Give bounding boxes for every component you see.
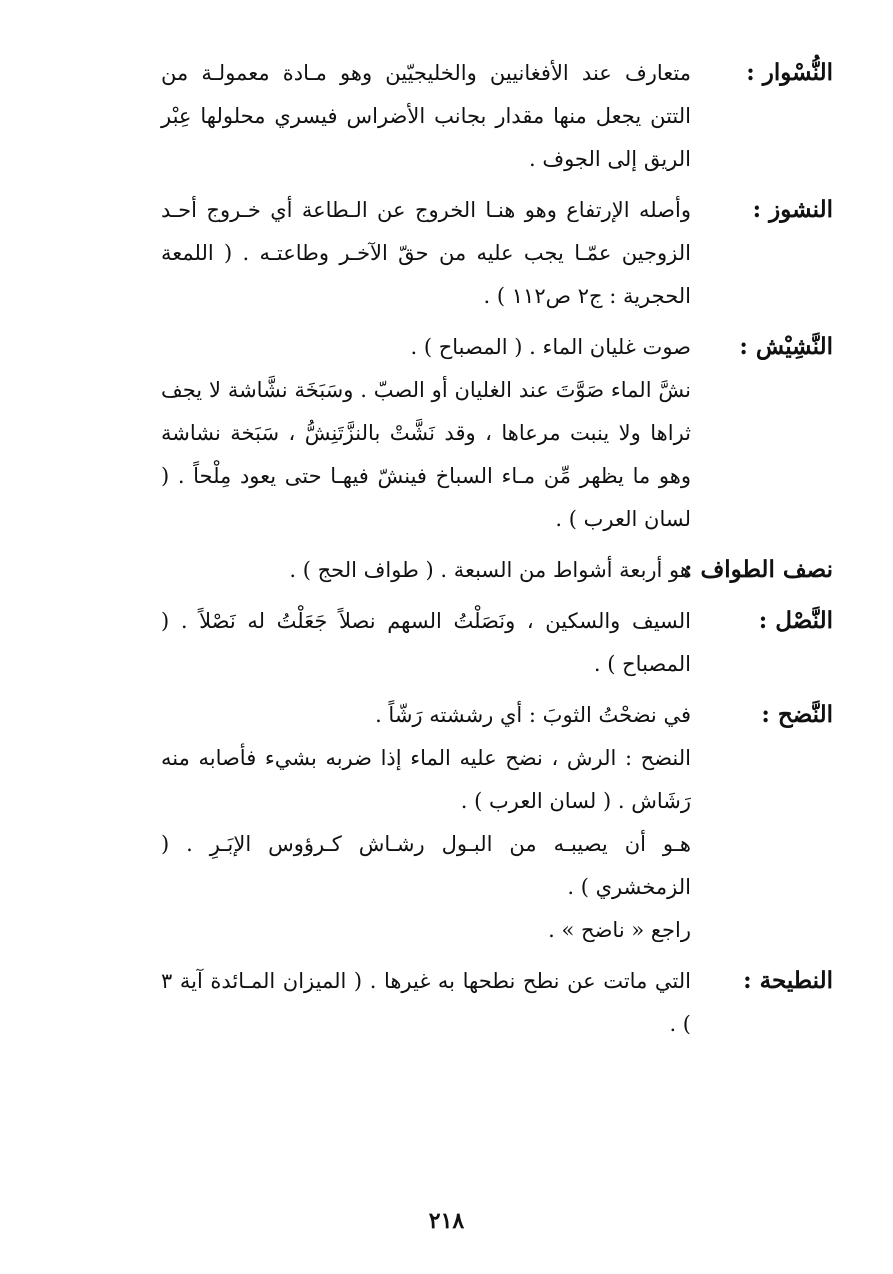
glossary-entries: [83, 52, 833, 1054]
glossary-entry: [83, 189, 833, 318]
entry-definition: [161, 600, 691, 686]
entry-definition: [161, 549, 691, 592]
glossary-entry: [83, 52, 833, 181]
definition-paragraph: صوت غليان الماء . ( المصباح ) .: [410, 335, 691, 359]
entry-term: النُّسْوار :: [746, 59, 833, 86]
definition-paragraph: وأصله الإرتفاع وهو هنـا الخروج عن الـطاعة أي خـروج أحـد الزوجين عمّـا يجب عليه من حقّ الآخـر وطاعتـه . ( اللمعة الحجرية : ج٢ ص١١٢ ) .: [161, 198, 691, 308]
definition-paragraph: راجع « ناضح » .: [548, 918, 691, 942]
entry-definition: [161, 52, 691, 181]
entry-term: النَّشِيْش :: [739, 333, 833, 360]
entry-term: النَّضح :: [761, 701, 833, 728]
glossary-entry: [83, 600, 833, 686]
definition-paragraph: هـو أن يصيبـه من البـول رشـاش كـرؤوس الإبَـرِ . ( الزمخشري ) .: [161, 832, 691, 899]
definition-paragraph: السيف والسكين ، ونَصَلْتُ السهم نصلاً جَعَلْتُ له نَصْلاً . ( المصباح ) .: [161, 609, 691, 676]
definition-paragraph: متعارف عند الأفغانيين والخليجيّين وهو مـادة معمولـة من التتن يجعل منها مقدار بجانب الأضراس فيسري محلولها عِبْر الريق إلى الجوف .: [161, 61, 691, 171]
glossary-entry: [83, 960, 833, 1046]
definition-paragraph: نشَّ الماء صَوَّتَ عند الغليان أو الصبّ . وسَبَخَة نشَّاشة لا يجف ثراها ولا ينبت مرعاها ، وقد نَشَّتْ بالنزَّتَنِشُّ ، سَبَخة نشاشة وهو ما يظهر مِّن مـاء السباخ فينشّ فيهـا حتى يعود مِلْحاً . ( لسان العرب ) .: [161, 378, 691, 531]
definition-paragraph: التي ماتت عن نطح نطحها به غيرها . ( الميزان المـائدة آية ٣ ) .: [161, 969, 691, 1036]
glossary-entry: [83, 326, 833, 541]
entry-definition: [161, 326, 691, 541]
entry-term: النطيحة :: [743, 967, 833, 994]
definition-paragraph: في نضحْتُ الثوبَ : أي رششته رَشّاً .: [375, 703, 691, 727]
definition-paragraph: هو أربعة أشواط من السبعة . ( طواف الحج ) .: [289, 558, 691, 582]
glossary-entry: [83, 549, 833, 592]
entry-definition: [161, 189, 691, 318]
page-number: ٢١٨: [428, 1208, 465, 1234]
glossary-entry: [83, 694, 833, 952]
definition-paragraph: النضح : الرش ، نضح عليه الماء إذا ضربه بشيء فأصابه منه رَشَاش . ( لسان العرب ) .: [161, 746, 691, 813]
entry-definition: [161, 694, 691, 952]
entry-term: نصف الطواف :: [683, 556, 833, 583]
entry-definition: [161, 960, 691, 1046]
entry-term: النشوز :: [752, 196, 833, 223]
entry-term: النَّصْل :: [758, 607, 833, 634]
